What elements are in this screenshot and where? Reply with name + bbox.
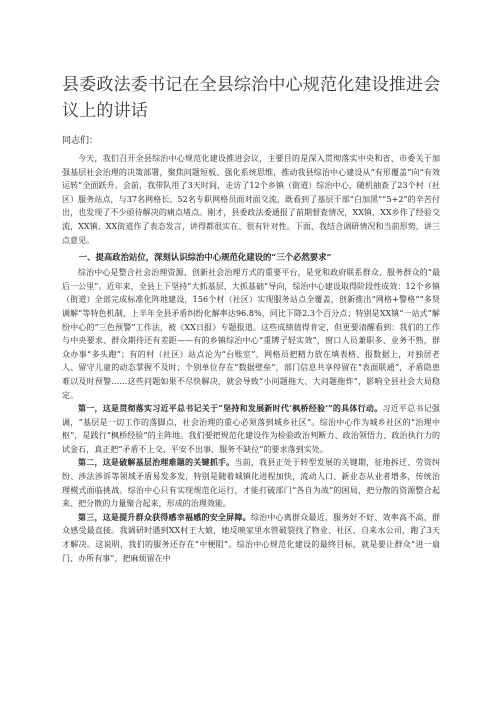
section-paragraph: 综治中心是整合社会治理资源、创新社会治理方式的重要平台，是党和政府联系群众、服务群众的“最后一公里”。近年来，全县上下坚持“大抓基层、大抓基础”导向，综治中心建设取得阶段性成效：12个乡镇（街道）全部完成标准化阵地建设，156个村（社区）实现服务站点全覆盖，创新推出“网格+警格”“多贤调解”等特色机制，上半年全县矛盾纠纷化解率达96.8%，同比下降2.3个百分点；特别是XX镇“一站式”解纷中心的“三色预警”工作法，被《XX日报》专题报道。这些成绩值得肯定，但更要清醒看到：我们的工作与中央要求、群众期待还有差距——有的乡镇综治中心“重牌子轻实效”，窗口人员兼职多、业务不熟，群众办事“多头跑”；有的村（社区）站点沦为“台账室”，网格员把精力放在填表格、报数据上，对独居老人、留守儿童的动态掌握不及时；个别单位存在“数据壁垒”，部门信息共享停留在“表面联通”，矛盾隐患难以及时预警……这些问题如果不尽快解决，就会导致“小问题拖大、大问题拖炸”，影响全县社会大局稳定。 [62, 268, 440, 400]
salutation: 同志们： [62, 136, 99, 146]
point-title-1: 第一，这是贯彻落实习近平总书记关于“坚持和发展新时代‘枫桥经验’”的具体行动。 [78, 403, 383, 414]
point-title-2: 第二，这是破解基层治理难题的关键抓手。 [78, 457, 235, 468]
point-paragraph-3 [62, 511, 440, 565]
point-text-1: 习近平总书记强调，“基层是一切工作的落脚点，社会治理的重心必须落到城乡社区”。综治中心作为城乡社区的“治理中枢”，是践行“枫桥经验”的主阵地。我们要把规范化建设作为检验政治判断力、政治领悟力、政治执行力的试金石，真正把“矛盾不上交、平安不出事、服务不缺位”的要求落到实处。 [62, 404, 440, 454]
point-paragraph-2 [62, 456, 440, 510]
point-text-3: 综治中心离群众最近，服务好不好、效率高不高，群众感受最直接。我调研时遇到XX村王大娘，她反映家里水管破裂找了物业、社区、自来水公司，跑了3天才解决。这说明，我们的服务还存在“中梗阻”。综治中心规范化建设的最终目标，就是要让群众“进一扇门、办所有事”，把麻烦留在中 [62, 512, 440, 563]
intro-paragraph: 今天，我们召开全县综治中心规范化建设推进会议，主要目的是深入贯彻落实中央和省、市委关于加强基层社会治理的决策部署，聚焦问题短板、强化系统思维，推动我县综治中心建设从“有形覆盖”向“有效运转”全面跃升。会前，我带队用了3天时间，走访了12个乡镇（街道）综治中心，随机抽查了23个村（社区）服务站点，与37名网格长、52名专职网格员面对面交流，既看到了基层干部“白加黑”“5+2”的辛苦付出，也发现了不少亟待解决的痛点堵点。刚才，县委政法委通报了前期督查情况，XX镇、XX乡作了经验交流，XX镇、XX街道作了表态发言，讲得都很实在、很有针对性。下面，我结合调研情况和当前形势，讲三点意见。 [62, 154, 440, 245]
point-paragraph-1 [62, 402, 440, 456]
point-text-2: 当前，我县正处于转型发展的关键期，征地拆迁、劳资纠纷、涉法涉诉等领域矛盾易发多发，特别是随着城镇化进程加快，流动人口、新业态从业者增多，传统治理模式面临挑战。综治中心只有实现规范化运行，才能打破部门“各自为战”的困局，把分散的资源整合起来、把分散的力量聚合起来，形成的治理效能。 [62, 458, 441, 509]
section-heading: 一、提高政治站位，深刻认识综治中心规范化建设的“三个必然要求” [78, 252, 332, 263]
point-title-3: 第三，这是提升群众获得感幸福感的安全屏障。 [78, 511, 251, 522]
document-body [62, 135, 440, 565]
page-title: 县委政法委书记在全县综治中心规范化建设推进会议上的讲话 [62, 75, 441, 121]
